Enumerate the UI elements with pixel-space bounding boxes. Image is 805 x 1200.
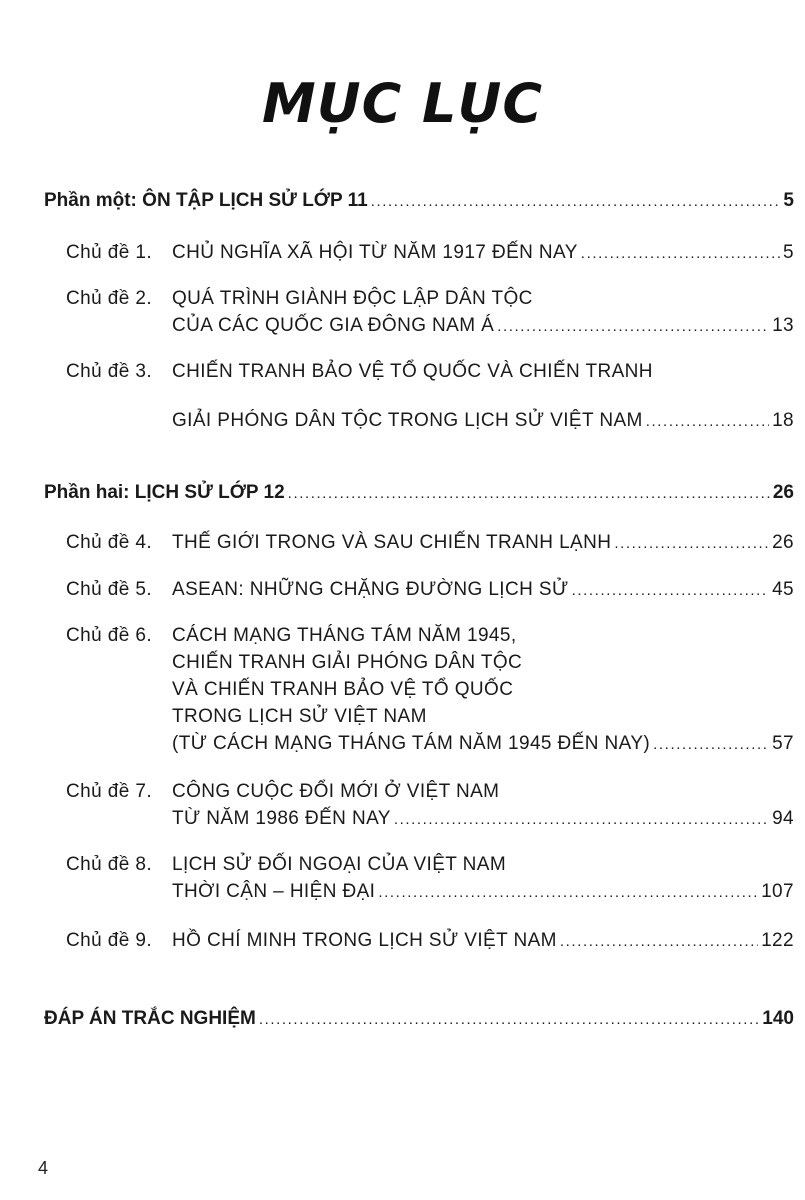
toc-topic-2[interactable] [44, 285, 794, 340]
topic-label: Chủ đề 8. [66, 854, 152, 875]
dot-leader [560, 928, 758, 955]
dot-leader [371, 193, 781, 210]
topic-title: LỊCH SỬ ĐỐI NGOẠI CỦA VIỆT NAM [172, 854, 507, 875]
dot-leader [653, 731, 769, 758]
topic-title: CHIẾN TRANH GIẢI PHÓNG DÂN TỘC [172, 652, 523, 673]
topic-title: CÔNG CUỘC ĐỔI MỚI Ở VIỆT NAM [172, 781, 500, 802]
topic-label: Chủ đề 4. [66, 532, 152, 553]
page-number: 18 [772, 410, 794, 431]
topic-label: Chủ đề 9. [66, 930, 152, 951]
topic-label: Chủ đề 7. [66, 781, 152, 802]
topic-title: VÀ CHIẾN TRANH BẢO VỆ TỔ QUỐC [172, 679, 514, 700]
topic-title: CÁCH MẠNG THÁNG TÁM NĂM 1945, [172, 625, 517, 646]
dot-leader [394, 806, 769, 833]
dot-leader [572, 577, 769, 604]
toc-topic-3[interactable] [44, 358, 794, 435]
page-number: 94 [772, 808, 794, 829]
topic-title: HỒ CHÍ MINH TRONG LỊCH SỬ VIỆT NAM [172, 930, 557, 951]
dot-leader [259, 1011, 759, 1028]
toc-topic-9[interactable] [44, 927, 794, 955]
topic-title: QUÁ TRÌNH GIÀNH ĐỘC LẬP DÂN TỘC [172, 288, 533, 309]
page-number: 45 [772, 579, 794, 600]
page-number: 26 [772, 532, 794, 553]
page-title: MỤC LỤC [262, 72, 543, 135]
topic-title: TỪ NĂM 1986 ĐẾN NAY [172, 808, 391, 829]
page-number: 5 [783, 242, 794, 263]
dot-leader [288, 485, 770, 502]
topic-title: TRONG LỊCH SỬ VIỆT NAM [172, 706, 427, 727]
page-number: 122 [761, 930, 794, 951]
toc-part-2[interactable] [44, 482, 794, 504]
topic-title: ASEAN: NHỮNG CHẶNG ĐƯỜNG LỊCH SỬ [172, 579, 569, 600]
dot-leader [581, 240, 780, 267]
page-number: 107 [761, 881, 794, 902]
topic-title: THẾ GIỚI TRONG VÀ SAU CHIẾN TRANH LẠNH [172, 532, 612, 553]
toc-topic-8[interactable] [44, 851, 794, 906]
page-number: 140 [762, 1008, 794, 1029]
page-number: 57 [772, 733, 794, 754]
topic-title: THỜI CẬN – HIỆN ĐẠI [172, 881, 376, 902]
toc-answers[interactable] [44, 1008, 794, 1030]
answers-heading: ĐÁP ÁN TRẮC NGHIỆM [44, 1008, 256, 1029]
toc-topic-7[interactable] [44, 778, 794, 833]
page-number: 13 [772, 315, 794, 336]
page-number: 26 [772, 482, 794, 503]
topic-label: Chủ đề 3. [66, 361, 152, 382]
topic-label: Chủ đề 1. [66, 242, 152, 263]
dot-leader [646, 408, 769, 435]
topic-title: CỦA CÁC QUỐC GIA ĐÔNG NAM Á [172, 315, 495, 336]
topic-title: GIẢI PHÓNG DÂN TỘC TRONG LỊCH SỬ VIỆT NAM [172, 410, 643, 431]
page-footer-number: 4 [38, 1158, 49, 1178]
dot-leader [497, 313, 769, 340]
dot-leader [378, 879, 758, 906]
topic-title: CHỦ NGHĨA XÃ HỘI TỪ NĂM 1917 ĐẾN NAY [172, 242, 578, 263]
part-heading: Phần hai: LỊCH SỬ LỚP 12 [44, 482, 285, 503]
topic-label: Chủ đề 2. [66, 288, 152, 309]
toc-part-1[interactable] [44, 190, 794, 212]
page-number: 5 [783, 190, 794, 211]
toc-topic-1[interactable] [44, 239, 794, 267]
toc-topic-5[interactable] [44, 576, 794, 604]
part-heading: Phần một: ÔN TẬP LỊCH SỬ LỚP 11 [44, 190, 368, 211]
toc-topic-6[interactable] [44, 622, 794, 758]
topic-title: (TỪ CÁCH MẠNG THÁNG TÁM NĂM 1945 ĐẾN NAY) [172, 733, 651, 754]
topic-title: CHIẾN TRANH BẢO VỆ TỔ QUỐC VÀ CHIẾN TRANH [172, 361, 653, 382]
topic-label: Chủ đề 5. [66, 579, 152, 600]
dot-leader [614, 530, 769, 557]
topic-label: Chủ đề 6. [66, 625, 152, 646]
toc-topic-4[interactable] [44, 529, 794, 557]
